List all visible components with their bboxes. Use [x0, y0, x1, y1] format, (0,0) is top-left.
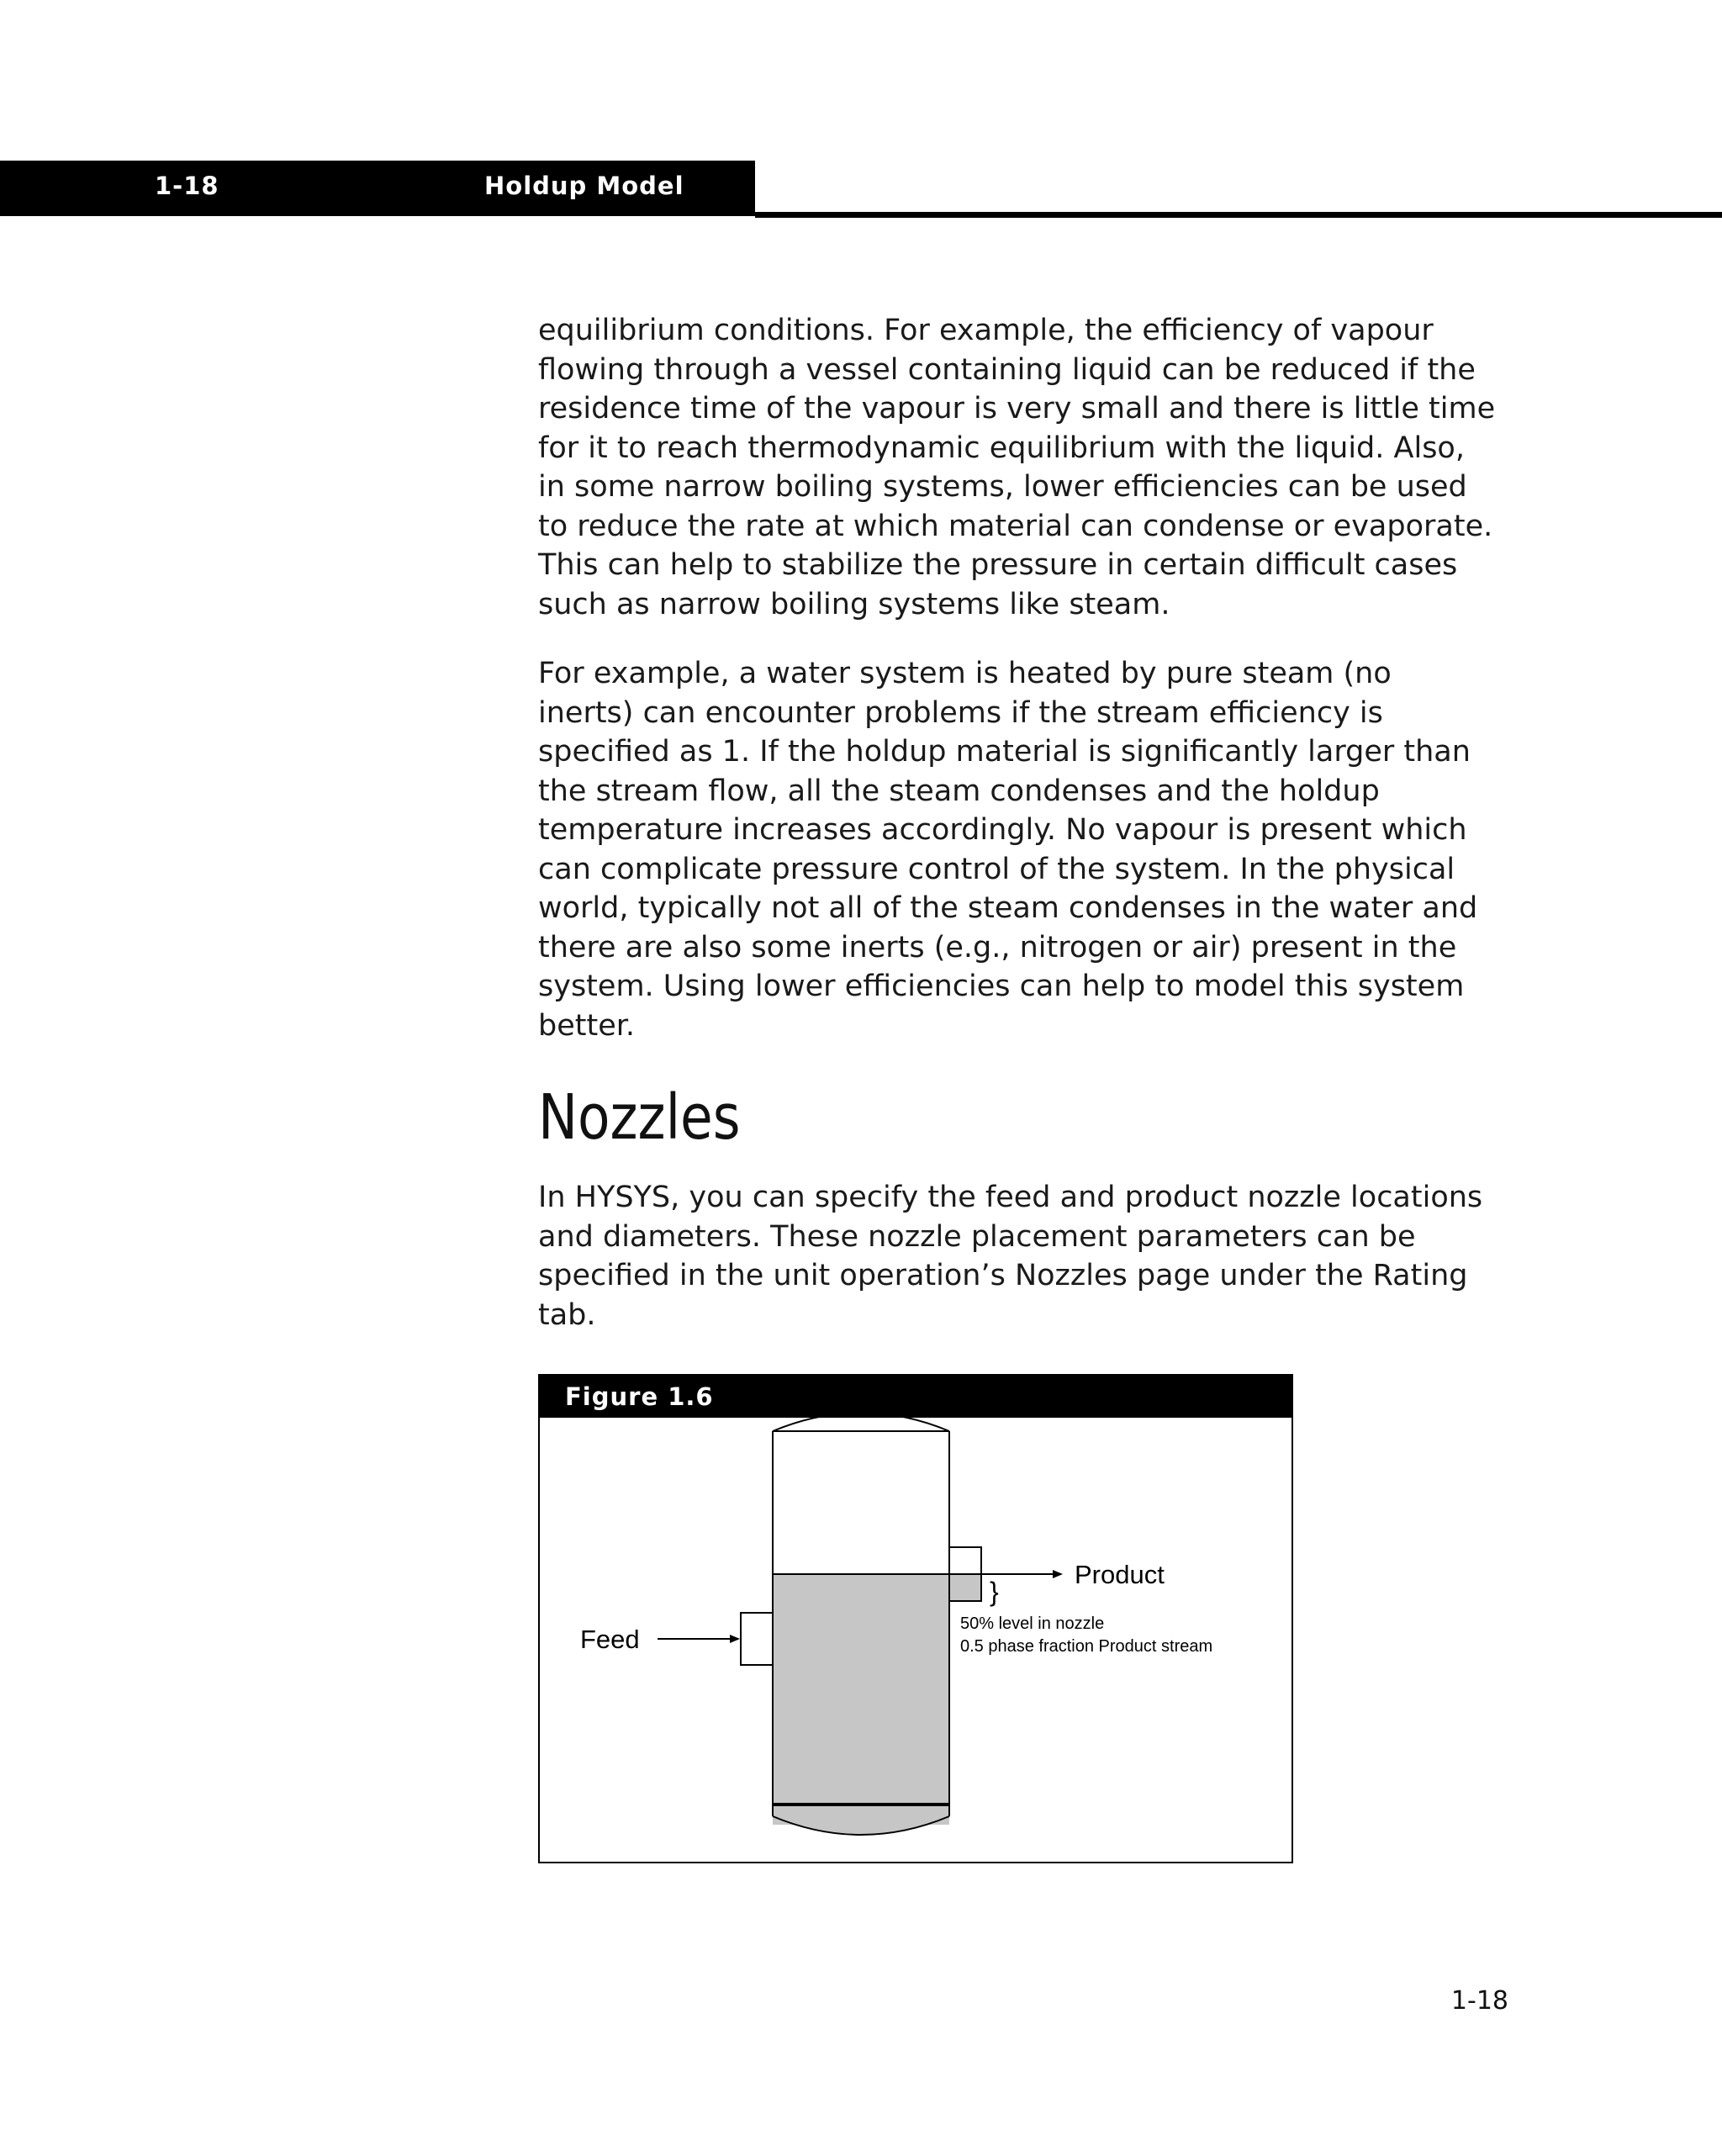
figure-1-6: [538, 1374, 1293, 1863]
paragraph-water-system: For example, a water system is heated by pure steam (no inerts) can encounter problems if the stream efficiency is specified as 1. If the holdup material is significantly larger than the stream flow, all the steam condenses and the holdup temperature increases accordingly. No vapour is present which can complicate pressure control of the system. In the physical world, typically not all of the steam condenses in the water and there are also some inerts (e.g., nitrogen or air) present in the system. Using lower efficiencies can help to model this system better.: [538, 657, 1478, 1043]
header-section-title: Holdup Model: [484, 172, 684, 200]
header-rule: [755, 212, 1722, 218]
body-column: [538, 311, 1505, 1365]
feed-label: Feed: [580, 1625, 640, 1654]
note-level-in-nozzle: 50% level in nozzle: [960, 1614, 1105, 1633]
paragraph-equilibrium: equilibrium conditions. For example, the efficiency of vapour flowing through a vessel containing liquid can be reduced if the residence time of the vapour is very small and there is little time for it to reach thermodynamic equilibrium with the liquid. Also, in some narrow boiling systems, lower efficiencies can be used to reduce the rate at which material can condense or evaporate. This can help to stabilize the pressure in certain difficult cases such as narrow boiling systems like steam.: [538, 314, 1496, 621]
header-page-number: 1-18: [155, 172, 219, 200]
feed-nozzle: [741, 1613, 773, 1665]
note-phase-fraction: 0.5 phase fraction Product stream: [960, 1637, 1213, 1656]
liquid-fill: [773, 1574, 949, 1825]
vessel-diagram: [540, 1376, 1295, 1865]
paragraph-nozzles: In HYSYS, you can specify the feed and product nozzle locations and diameters. These nozzle placement parameters can be specified in the unit operation’s Nozzles page under the Rating tab.: [538, 1181, 1483, 1332]
product-label: Product: [1075, 1560, 1165, 1589]
section-heading-nozzles: Nozzles: [538, 1081, 741, 1154]
figure-caption: Figure 1.6: [565, 1382, 714, 1411]
bottom-head-liquid: [773, 1805, 949, 1835]
footer-page-number: 1-18: [1450, 1986, 1508, 2016]
level-brace-icon: }: [990, 1577, 999, 1607]
product-nozzle-liquid: [949, 1574, 981, 1601]
